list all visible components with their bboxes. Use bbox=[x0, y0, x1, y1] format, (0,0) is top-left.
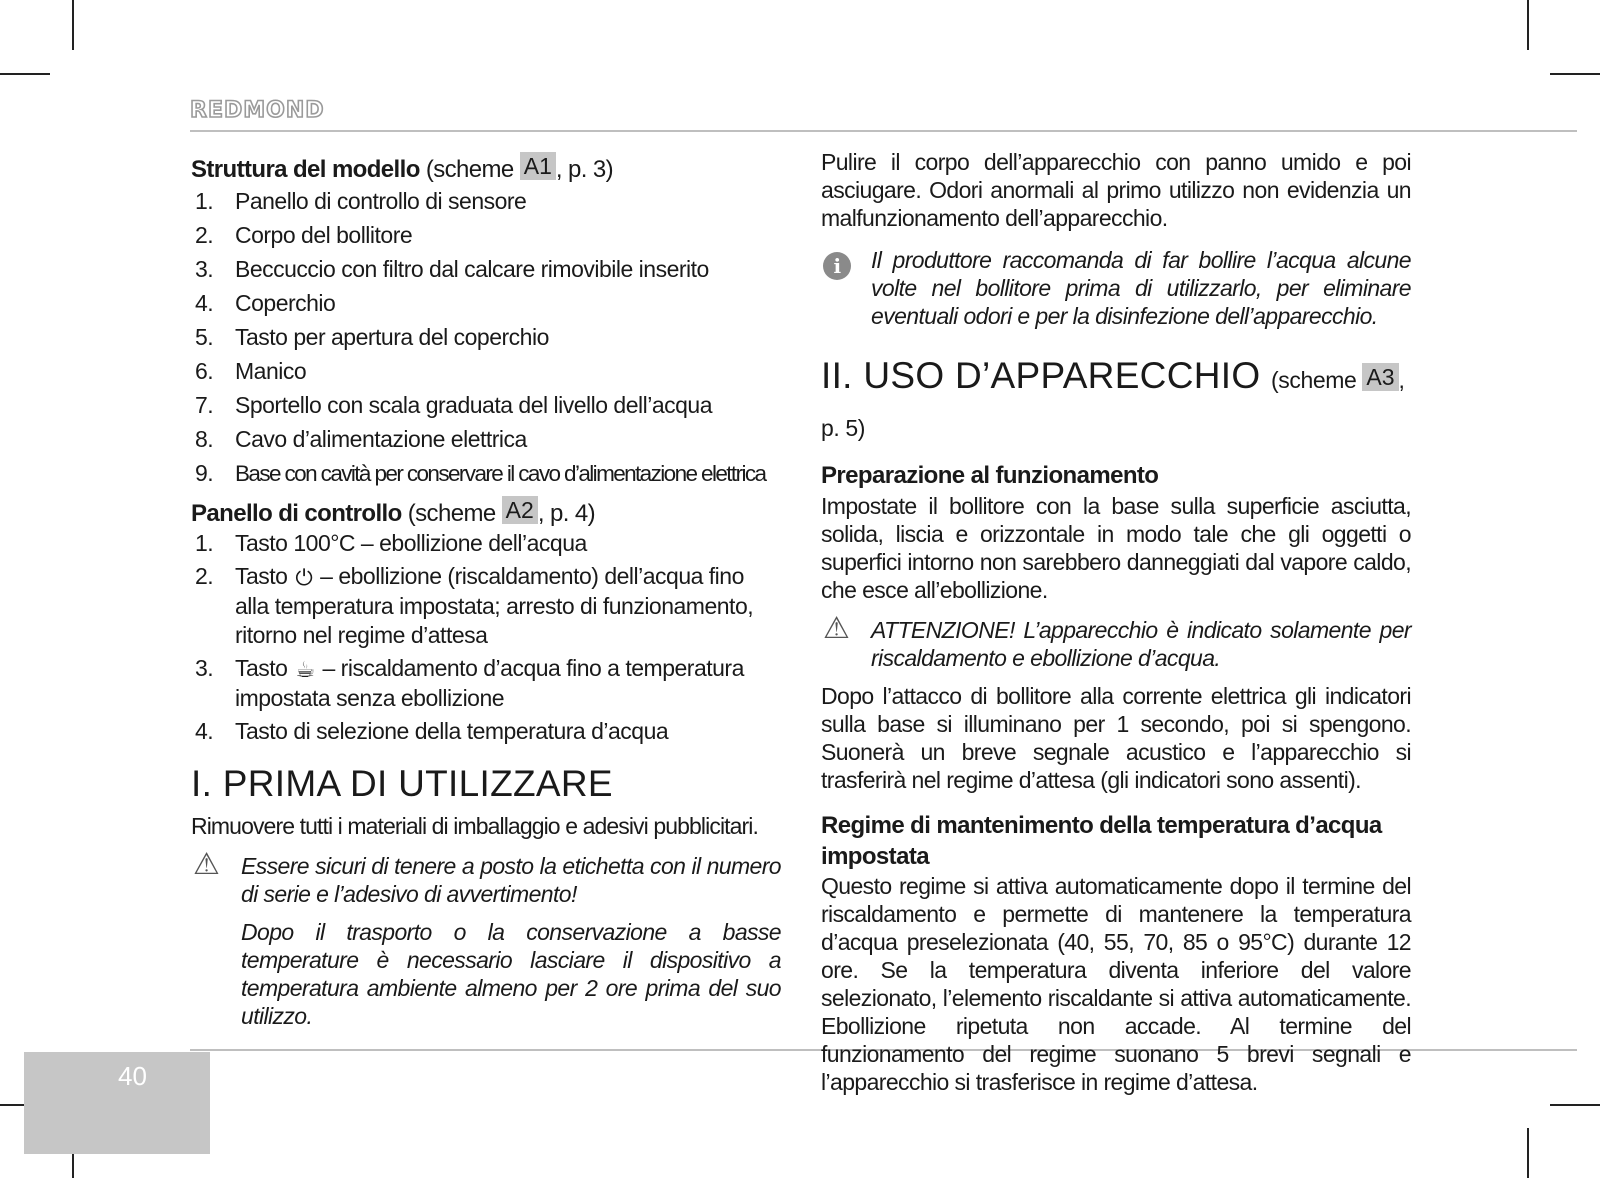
list-item: 2. Tasto ⏻ – ebollizione (riscaldamento) dell’acqua fino alla temperatura impostata; arresto di funzionamento, ritorno nel regime d’attesa bbox=[195, 563, 754, 648]
section-prima-title: I. PRIMA DI UTILIZZARE bbox=[191, 763, 613, 804]
crop-mark bbox=[72, 0, 74, 50]
prep-title: Preparazione al funzionamento bbox=[821, 462, 1159, 489]
info-note bbox=[821, 246, 1411, 330]
page-number-box bbox=[24, 1052, 210, 1154]
list-item: 9. Base con cavità per conservare il cavo d’alimentazione elettrica bbox=[195, 460, 766, 486]
struttura-title: Struttura del modello bbox=[191, 156, 420, 183]
scheme-pre: (scheme bbox=[425, 156, 520, 183]
panello-title: Panello di controllo bbox=[191, 500, 402, 527]
panello-heading bbox=[191, 496, 781, 529]
scheme-badge-a2: A2 bbox=[502, 496, 538, 524]
list-item: 3. Tasto ☕ – riscaldamento d’acqua fino a temperatura impostata senza ebollizione bbox=[195, 655, 744, 711]
scheme-badge-a1: A1 bbox=[520, 152, 556, 180]
section-uso-heading bbox=[821, 354, 1411, 450]
warning-text-1: Essere sicuri di tenere a posto la etichetta con il numero di serie e l’adesivo di avvertimento! bbox=[241, 853, 781, 907]
attenzione-note bbox=[821, 612, 1411, 672]
scheme-badge-a3: A3 bbox=[1362, 363, 1398, 391]
attenzione-text: ATTENZIONE! L’apparecchio è indicato solamente per riscaldamento e ebollizione d’acqua. bbox=[871, 617, 1411, 671]
scheme-post: , p. 4) bbox=[537, 500, 595, 527]
prima-paragraph: Rimuovere tutti i materiali di imballaggio e adesivi pubblicitari. bbox=[191, 813, 758, 839]
prep-paragraph: Impostate il bollitore con la base sulla superficie asciutta, solida, liscia e orizzontale in modo tale che gli oggetti o superfici intorno non sarebbero danneggiati dal vapore caldo, che esce all’ebollizione. bbox=[821, 493, 1411, 603]
info-circle-icon: i bbox=[823, 252, 851, 280]
steaming-cup-icon: ☕ bbox=[295, 657, 315, 682]
warning-triangle-icon: ⚠ bbox=[823, 612, 850, 645]
list-item: 4. Coperchio bbox=[195, 290, 336, 316]
crop-mark bbox=[1550, 73, 1600, 75]
crop-mark bbox=[1527, 0, 1529, 50]
list-item: 5. Tasto per apertura del coperchio bbox=[195, 324, 549, 350]
struttura-heading bbox=[191, 152, 781, 185]
prep-paragraph-2: Dopo l’attacco di bollitore alla corrente elettrica gli indicatori sulla base si illuminano per 1 secondo, poi si spengono. Suonerà un breve segnale acustico e l’apparecchio si trasferirà nel regime d’attesa (gli indicatori sono assenti). bbox=[821, 683, 1411, 793]
warning-text-2: Dopo il trasporto o la conservazione a basse temperature è necessario lasciare il dispositivo a temperatura ambiente almeno per 2 ore prima del suo utilizzo. bbox=[241, 919, 781, 1029]
brand-logo: REDMOND bbox=[190, 98, 325, 123]
scheme-pre: (scheme bbox=[407, 500, 502, 527]
warning-note bbox=[191, 848, 781, 1030]
crop-mark bbox=[1527, 1128, 1529, 1178]
scheme-post: , p. 5) bbox=[821, 367, 1405, 441]
list-item: 3. Beccuccio con filtro dal calcare rimovibile inserito bbox=[195, 256, 709, 282]
cleaning-paragraph: Pulire il corpo dell’apparecchio con panno umido e poi asciugare. Odori anormali al primo utilizzo non evidenzia un malfunzionamento dell’apparecchio. bbox=[821, 149, 1411, 231]
section-uso-title: II. USO D’APPARECCHIO bbox=[821, 355, 1261, 396]
list-item: 6. Manico bbox=[195, 358, 307, 384]
left-column bbox=[191, 152, 781, 1030]
page-number: 40 bbox=[118, 1061, 147, 1091]
list-item: 1. Panello di controllo di sensore bbox=[195, 188, 527, 214]
regime-title: Regime di mantenimento della temperatura d’acqua impostata bbox=[821, 812, 1382, 870]
struttura-list bbox=[191, 187, 781, 488]
crop-mark bbox=[0, 73, 50, 75]
info-text: Il produttore raccomanda di far bollire l’acqua alcune volte nel bollitore prima di utilizzarlo, per eliminare eventuali odori e per la disinfezione dell’apparecchio. bbox=[871, 247, 1411, 329]
scheme-pre: (scheme bbox=[1271, 367, 1363, 393]
list-item: 1. Tasto 100°C – ebollizione dell’acqua bbox=[195, 530, 587, 556]
panello-list bbox=[191, 529, 781, 746]
list-item: 7. Sportello con scala graduata del livello dell’acqua bbox=[195, 392, 712, 418]
right-column bbox=[821, 148, 1411, 1096]
power-icon: ⏻ bbox=[295, 565, 313, 590]
scheme-post: , p. 3) bbox=[555, 156, 614, 183]
crop-mark bbox=[1550, 1104, 1600, 1106]
header-rule bbox=[190, 130, 1577, 132]
warning-triangle-icon: ⚠ bbox=[193, 848, 220, 881]
list-item: 2. Corpo del bollitore bbox=[195, 222, 413, 248]
list-item: 4. Tasto di selezione della temperatura d’acqua bbox=[195, 718, 669, 744]
list-item: 8. Cavo d’alimentazione elettrica bbox=[195, 426, 527, 452]
regime-paragraph: Questo regime si attiva automaticamente dopo il termine del riscaldamento e permette di mantenere la temperatura d’acqua preselezionata (40, 55, 70, 85 o 95°C) durante 12 ore. Se la temperatura diventa inferiore del valore selezionato, l’elemento riscaldante si attiva automaticamente. Ebollizione ripetuta non accade. Al termine del funzionamento del regime suonano 5 brevi segnali e l’apparecchio si trasferisce in regime d’attesa. bbox=[821, 873, 1411, 1095]
